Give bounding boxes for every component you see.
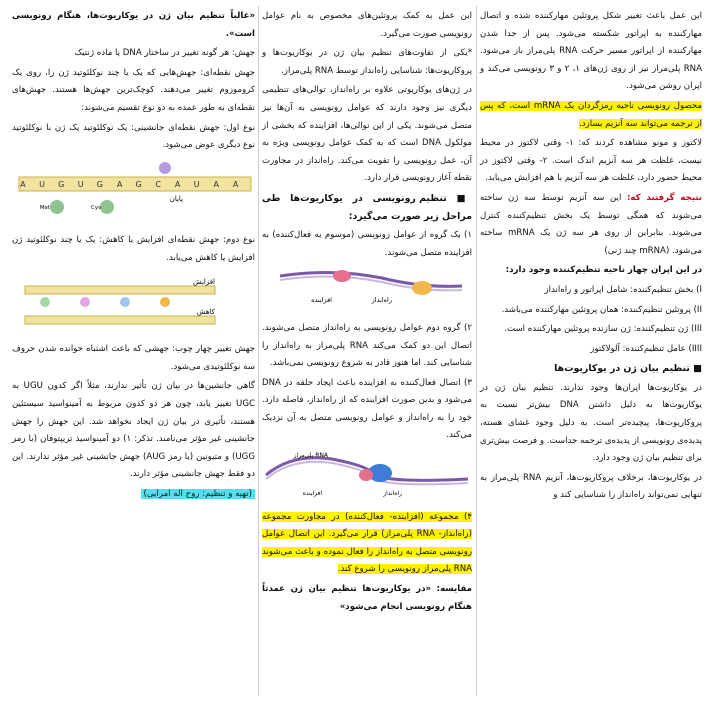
section-heading: ■ تنظیم بیان ژن در یوکاریوت‌ها (554, 363, 702, 375)
list-item: II) پروتئین تنظیم‌کننده: همان پروتئین مهارکننده می‌باشد. (501, 304, 702, 315)
paragraph: این عمل به کمک پروتئین‌های مخصوص به نام عوامل رونویسی صورت می‌گیرد. (262, 11, 472, 39)
paragraph-highlight: محصول رونویسی ناحیه رمزگردان یک mRNA است، که پس از ترجمه می‌تواند سه آنزیم بسازد. (480, 100, 702, 129)
figure-label: راه‌انداز (371, 296, 392, 305)
codon-letter: A (232, 179, 239, 189)
paragraph: نوع دوم: جهش نقطه‌ای افزایش یا کاهش: یک یا چند نوکلئوتید ژن افزایش یا کاهش می‌یابد. (12, 235, 255, 263)
paragraph: جهش نقطه‌ای: جهش‌هایی که یک یا چند نوکلئوتید ژن را، روی یک کروموزوم تغییر می‌دهند. کوچک‌ترین جهش‌ها هستند. جهش‌های نقطه‌ای به طور عمده به دو نوع تقسیم می‌شوند: (12, 67, 255, 113)
figure-label: افزاینده (311, 296, 332, 305)
amino-acid-label: Cys (91, 204, 101, 211)
paragraph: در این اپران چهار ناحیه تنظیم‌کننده وجود دارد: (505, 265, 702, 276)
codon-letter: G (58, 179, 65, 189)
step-item: ۳) اتصال فعال‌کننده به افزاینده باعث ایجاد حلقه در DNA می‌شود و بدین صورت افزاینده که از راه‌انداز، فاصله دارد. خود را به راه‌انداز و عوامل رونویسی متصل به آن نزدیک می‌کند. (262, 377, 472, 441)
paragraph: نوع اول: جهش نقطه‌ای جانشینی: یک نوکلئوتید یک ژن با نوکلئوتید نوع دیگری عوض می‌شود. (12, 122, 255, 151)
paragraph: *یکی از تفاوت‌های تنظیم بیان ژن در یوکاریوت‌ها و پروکاریوت‌ها: شناسایی راه‌انداز توسط RNA پلی‌مراز. (262, 48, 472, 76)
list-item: I) بخش تنظیم‌کننده: شامل اپراتور و راه‌انداز (544, 284, 702, 295)
paragraph: جهش تغییر چهار چوب: جهشی که باعث اشتباه خوانده شدن حروف سه نوکلئوتیدی می‌شود. (12, 344, 255, 372)
codon-letter: G (135, 179, 142, 189)
paragraph: این عمل باعث تغییر شکل پروتئین مهارکننده شده و اتصال مهارکننده به اپراتور شکسته می‌شود. پس از جدا شدن مهارکننده از اپراتور مسیر حرکت RNA پلی‌مراز باز می‌شود. RNA پلی‌مراز نیز از روی ژن‌های ۱، ۲ و ۳ رونویسی می‌کند و اپران روشن می‌شود. (480, 11, 702, 92)
figure-label: کاهش (196, 307, 215, 316)
figure-label: افزاینده (302, 490, 322, 498)
paragraph: نتیجه گرفتند که: این سه آنزیم توسط سه ژن ساخته می‌شوند که همگی توسط یک بخش تنظیم‌کننده کنترل می‌شوند. بنابراین از روی هر سه ژن یک mRNA ساخته می‌شود. (mRNA چند ژنی) (480, 192, 702, 256)
regulator-list (480, 282, 702, 358)
paragraph: در ژن‌های یوکاریوتی علاوه بر راه‌انداز، توالی‌های تنظیمی دیگری نیز وجود دارند که عوامل رونویسی به آن‌ها نیز متصل می‌شوند. یکی از این توالی‌ها، افزاینده که بخشی از مولکول DNA است که به کمک عوامل رونویسی ویژه به آن، عمل رونویسی را تقویت می‌کند. راه‌انداز در مجاورت نقطه آغاز رونویسی قرار دارد. (262, 85, 472, 184)
left-column (12, 8, 255, 505)
section-heading: ■ تنظیم رونویسی در یوکاریوت‌ها طی مراحل زیر صورت می‌گیرد: (262, 192, 472, 222)
frameshift-figure (12, 272, 255, 338)
paragraph: گاهی جانشین‌ها در بیان ژن تأثیر ندارند، مثلاً اگر کدون UGU به UGC تغییر یابد، چون هر دو کدون مربوط به آمینواسید سیستئین هستند، تأثیری در بیان ژن ایجاد نخواهد شد. این جهش را جهش جانشینی غیر مؤثر می‌نامند. تذکر: ۱) دو آمینواسید تریپتوفان (با رمز UGG) و متیونین (با رمز AUG) جهش جانشینی غیر مؤثر ندارند. این دو فقط جهش جانشینی مؤثر دارند. (12, 381, 256, 480)
paragraph: «غالباً تنظیم بیان ژن در یوکاریوت‌ها، هنگام رونویسی است». (12, 11, 255, 39)
codon-letter: A (20, 179, 26, 189)
figure-label: RNA پلی‌مراز (293, 452, 328, 460)
codon-letter: G (96, 179, 103, 189)
list-item: III) ژن تنظیم‌کننده: ژن سازنده پروتئین مهارکننده است. (504, 324, 702, 335)
column-divider (258, 6, 259, 696)
codon-letter: U (77, 179, 84, 189)
codon-letter: A (174, 179, 181, 189)
codon-letter: A (213, 179, 219, 189)
column-divider (476, 6, 477, 696)
paragraph: مقایسه: «در یوکاریوت‌ها تنظیم بیان ژن عمدتاً هنگام رونویسی انجام می‌شود» (262, 584, 472, 612)
enhancer-loop-figure-2 (262, 449, 472, 505)
codon-letter: U (193, 179, 200, 189)
list-item: IIII) عامل تنظیم‌کننده: آلولاکتوز (590, 343, 702, 354)
amino-acid-label: Met (39, 204, 50, 211)
codon-substitution-figure (12, 159, 255, 229)
paragraph: در یوکاریوت‌ها، برخلاف پروکاریوت‌ها، آنزیم RNA پلی‌مراز به تنهایی نمی‌تواند راه‌انداز را شناسایی کند و (480, 472, 703, 501)
codon-letter: U (39, 179, 45, 189)
step-item-highlight: ۴) مجموعه (افزاینده- فعال‌کننده) در مجاورت مجموعه (راه‌انداز- RNA پلی‌مراز) قرار می‌گیرد. این اتصال عوامل رونویسی متصل به راه‌انداز را فعال نموده و باعث می‌شوند RNA پلی‌مراز رونویسی را شروع کند. (262, 511, 472, 575)
paragraph: لاکتوز و مونو مشاهده کردند که: ۱- وقتی لاکتوز در محیط نیست، غلظت هر سه آنزیم اندک است. ۲- وقتی لاکتوز در محیط حضور دارد، غلظت هر سه آنزیم با هم افزایش می‌یابد. (480, 138, 702, 184)
paragraph: در یوکاریوت‌ها اپران‌ها وجود ندارند. تنظیم بیان ژن در یوکاریوت‌ها به دلیل داشتن DNA بیش‌تر نسبت به پروکاریوت‌ها، پیچیده‌تر است. به دلیل وجود غشای هسته، پدیده‌ی رونویسی از پدیده‌ی ترجمه جداست. و فرصت بیش‌تری برای تنظیم بیان ژن وجود دارد. (480, 382, 702, 464)
step-item: ۱) یک گروه از عوامل رونویسی (موسوم به فعال‌کننده) به افزاینده متصل می‌شوند. (262, 230, 472, 258)
step-item: ۲) گروه دوم عوامل رونویسی به راه‌انداز متصل می‌شوند. اتصال این دو کمک می‌کند RNA پلی‌مراز به راه‌انداز را شناسایی کند. اما هنوز قادر به شروع رونویسی نمی‌باشد. (262, 322, 472, 369)
paragraph: جهش: هر گونه تغییر در ساختار DNA یا ماده ژنتیک (74, 48, 255, 59)
right-column (480, 8, 702, 507)
figure-label: راه‌انداز (383, 490, 402, 498)
middle-column (262, 8, 472, 618)
codon-letter: A (116, 179, 123, 189)
enhancer-loop-figure-1 (262, 266, 472, 316)
codon-letter: C (155, 179, 161, 189)
figure-label: افزایش (193, 277, 215, 286)
figure-label: پایان (169, 194, 183, 203)
credit-line: (تهیه و تنظیم: روح اله امرایی) (12, 486, 255, 504)
